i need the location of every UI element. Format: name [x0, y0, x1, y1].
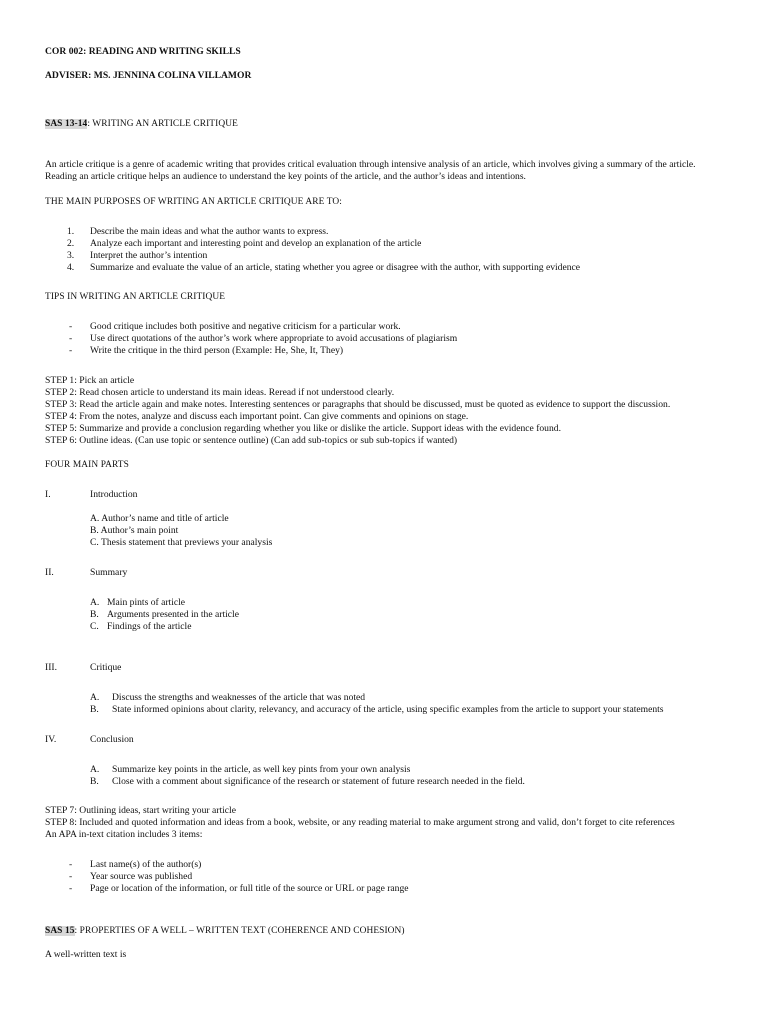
part-subitem: B. Author’s main point: [90, 525, 179, 536]
purposes-heading: THE MAIN PURPOSES OF WRITING AN ARTICLE CRITIQUE ARE TO:: [45, 197, 342, 207]
part-title: Summary: [90, 567, 128, 578]
bullet-dash: -: [69, 333, 73, 344]
step-line: STEP 6: Outline ideas. (Can use topic or sentence outline) (Can add sub-topics or sub sub-topics if wanted): [45, 435, 458, 446]
bullet-dash: -: [69, 321, 73, 332]
list-item: Write the critique in the third person (Example: He, She, It, They): [90, 345, 344, 356]
step-line: STEP 4: From the notes, analyze and discuss each important point. Can give comments and opinions on stage.: [45, 411, 469, 422]
step-line: STEP 5: Summarize and provide a conclusion regarding whether you like or dislike the article. Support ideas with the evidence found.: [45, 423, 561, 434]
list-number: 2.: [67, 238, 75, 249]
subitem-letter: A.: [90, 597, 100, 608]
subitem-letter: A.: [90, 764, 100, 775]
course-title: COR 002: READING AND WRITING SKILLS: [45, 46, 241, 57]
step-line: STEP 7: Outlining ideas, start writing your article: [45, 805, 236, 816]
part-title: Critique: [90, 662, 122, 673]
sas15-intro: A well-written text is: [45, 949, 127, 960]
section-title: : WRITING AN ARTICLE CRITIQUE: [87, 119, 238, 129]
bullet-dash: -: [69, 859, 73, 870]
step-line: STEP 1: Pick an article: [45, 375, 135, 386]
list-item: Good critique includes both positive and negative criticism for a particular work.: [90, 321, 401, 332]
bullet-dash: -: [69, 871, 73, 882]
section-tag: SAS 15: [45, 926, 75, 936]
list-item: Year source was published: [90, 871, 193, 882]
list-number: 3.: [67, 250, 75, 261]
adviser-line: ADVISER: MS. JENNINA COLINA VILLAMOR: [45, 70, 252, 81]
intro-paragraph: An article critique is a genre of academic writing that provides critical evaluation through intensive analysis of an article, which involves giving a summary of the article. Reading an article critique helps an audience to understand the key points of the article, and the author’s ideas and intentions.: [45, 159, 696, 182]
list-item: Use direct quotations of the author’s work where appropriate to avoid accusations of plagiarism: [90, 333, 458, 344]
part-subitem: Close with a comment about significance of the research or statement of future research needed in the field.: [112, 776, 525, 787]
citation-intro: An APA in-text citation includes 3 items:: [45, 829, 203, 840]
part-subitem: State informed opinions about clarity, relevancy, and accuracy of the article, using specific examples from the article to support your statements: [112, 704, 664, 715]
section-title: : PROPERTIES OF A WELL – WRITTEN TEXT (COHERENCE AND COHESION): [74, 926, 405, 936]
list-number: 4.: [67, 262, 75, 273]
part-subitem: Summarize key points in the article, as well key pints from your own analysis: [112, 764, 411, 775]
subitem-letter: B.: [90, 776, 99, 787]
step-line: STEP 2: Read chosen article to understand its main ideas. Reread if not understood clearly.: [45, 387, 395, 398]
part-numeral: I.: [45, 489, 51, 500]
part-numeral: III.: [45, 662, 57, 673]
section-heading-sas-15: [45, 925, 405, 937]
subitem-letter: B.: [90, 609, 99, 620]
list-number: 1.: [67, 226, 75, 237]
part-subitem: Arguments presented in the article: [107, 609, 239, 620]
list-item: Interpret the author’s intention: [90, 250, 208, 261]
list-item: Describe the main ideas and what the author wants to express.: [90, 226, 329, 237]
step-line: STEP 8: Included and quoted information and ideas from a book, website, or any reading material to make argument strong and valid, don’t forget to cite references: [45, 817, 675, 828]
subitem-letter: B.: [90, 704, 99, 715]
section-heading-sas-13-14: [45, 118, 238, 130]
list-item: Page or location of the information, or full title of the source or URL or page range: [90, 883, 409, 894]
part-subitem: C. Thesis statement that previews your analysis: [90, 537, 273, 548]
part-subitem: A. Author’s name and title of article: [90, 513, 229, 524]
subitem-letter: A.: [90, 692, 100, 703]
part-subitem: Main pints of article: [107, 597, 186, 608]
tips-heading: TIPS IN WRITING AN ARTICLE CRITIQUE: [45, 292, 226, 302]
list-item: Summarize and evaluate the value of an article, stating whether you agree or disagree with the author, with supporting evidence: [90, 262, 581, 273]
part-numeral: IV.: [45, 734, 57, 745]
part-subitem: Findings of the article: [107, 621, 192, 632]
part-numeral: II.: [45, 567, 54, 578]
part-title: Conclusion: [90, 734, 134, 745]
list-item: Last name(s) of the author(s): [90, 859, 202, 870]
part-title: Introduction: [90, 489, 138, 500]
bullet-dash: -: [69, 345, 73, 356]
section-tag: SAS 13-14: [45, 119, 88, 129]
bullet-dash: -: [69, 883, 73, 894]
list-item: Analyze each important and interesting point and develop an explanation of the article: [90, 238, 422, 249]
parts-heading: FOUR MAIN PARTS: [45, 460, 129, 470]
step-line: STEP 3: Read the article again and make notes. Interesting sentences or paragraphs that should be discussed, must be quoted as evidence to support the discussion.: [45, 399, 671, 410]
part-subitem: Discuss the strengths and weaknesses of the article that was noted: [112, 692, 366, 703]
subitem-letter: C.: [90, 621, 99, 632]
